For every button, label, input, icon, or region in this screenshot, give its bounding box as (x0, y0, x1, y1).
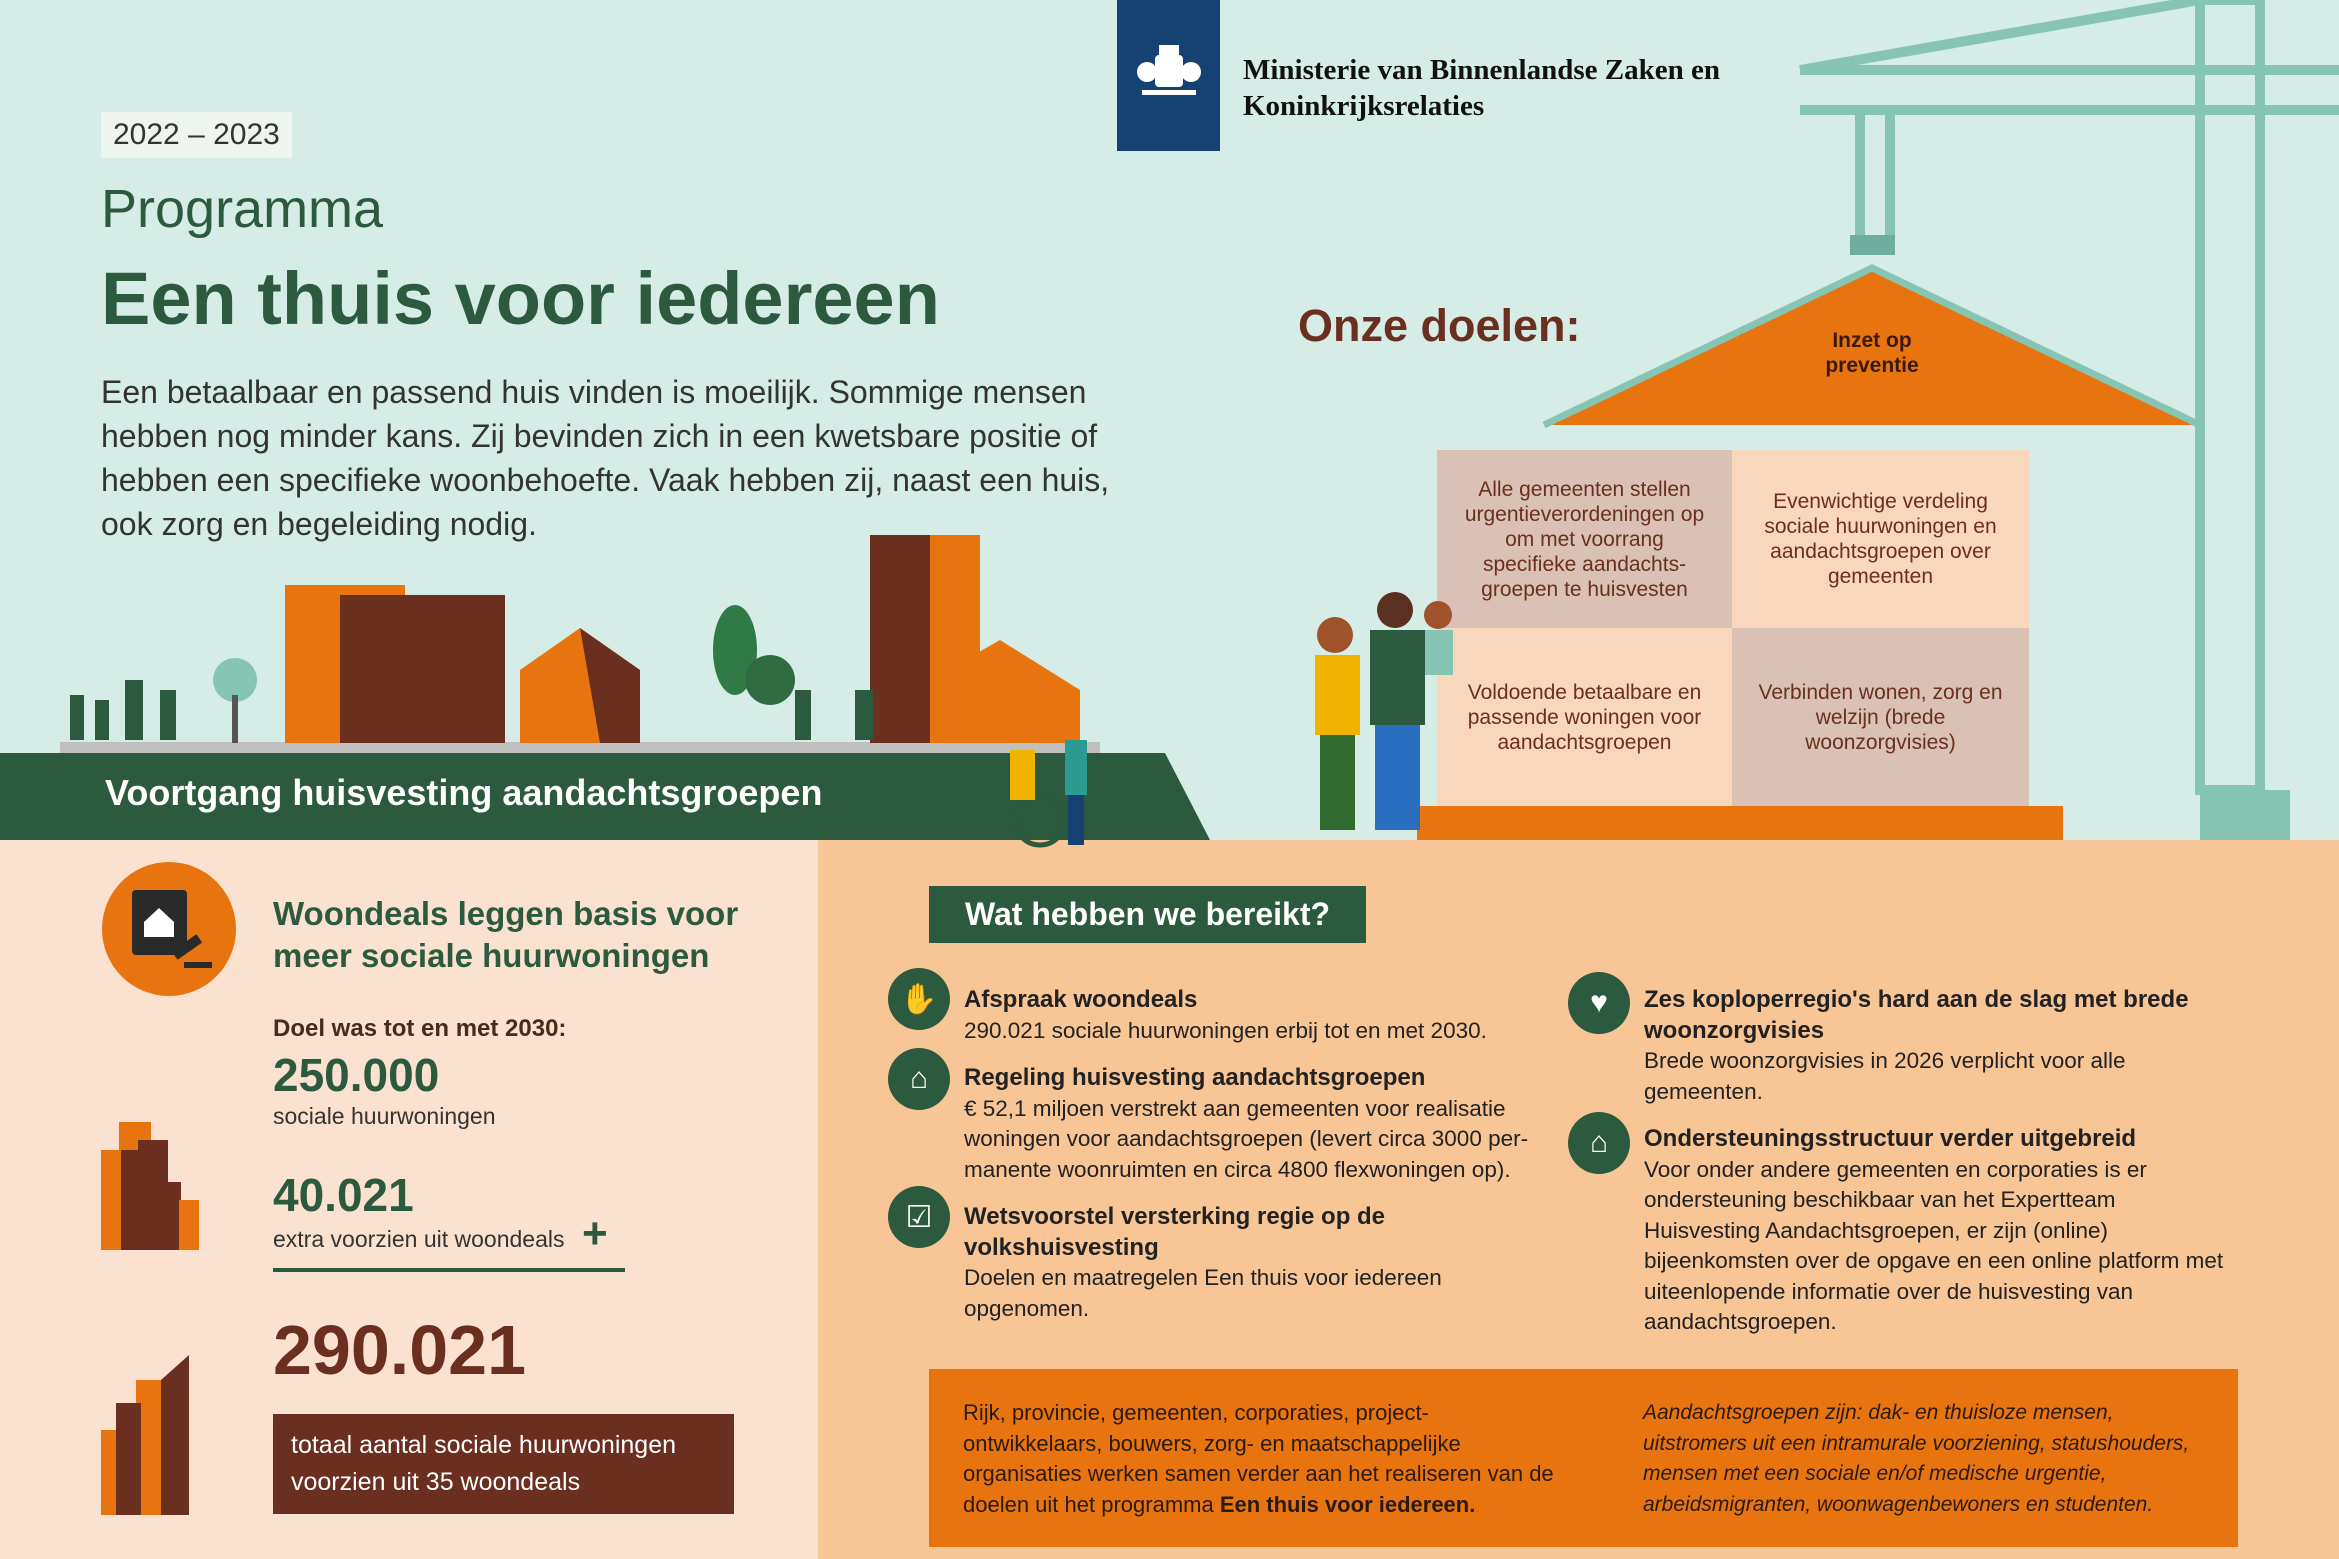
sum-divider (273, 1268, 625, 1272)
achievement-text: 290.021 sociale huurwoningen erbij tot en met 2030. (964, 1017, 1487, 1043)
total-line: voorzien uit 35 woondeals (291, 1468, 581, 1496)
section-band-title: Voortgang huisvesting aandachtsgroepen (105, 772, 823, 813)
house-heart-icon: ♥ (1568, 972, 1630, 1034)
goal-label: Doel was tot en met 2030: (273, 1015, 567, 1042)
buildings-icon (101, 1355, 231, 1515)
goal-puzzle-piece: Alle gemeenten stellen urgentieverordeningen op om met voorrang specifieke aandachts-groepen te huisvesten (1437, 450, 1732, 628)
goal-unit: sociale huurwoningen (273, 1103, 496, 1129)
extra-label: extra voorzien uit woondeals (273, 1226, 565, 1252)
handshake-icon: ✋ (888, 968, 950, 1030)
achievement-item (964, 1063, 1554, 1185)
achievement-title: Afspraak woondeals (964, 986, 1198, 1013)
wheelchair-illustration (980, 700, 1110, 850)
footer-left-body: Rijk, provincie, gemeenten, corporaties, project-ontwikkelaars, bouwers, zorg- en maatschappelijke organisaties werken samen verder aan het realiseren van de doelen uit het programma (963, 1400, 1554, 1517)
intro-text: Een betaalbaar en passend huis vinden is moeilijk. Sommige mensen hebben nog minder kans. Zij bevinden zich in een kwetsbare positie of hebben een specifieke woonbehoefte. Vaak hebben zij, naast een huis, ook zorg en begeleiding nodig. (101, 374, 1110, 542)
achievement-item (964, 985, 1564, 1046)
goal-value: 250.000 (273, 1049, 440, 1101)
year-badge: 2022 – 2023 (101, 112, 292, 158)
plus-icon: + (582, 1209, 608, 1258)
achievement-text: Voor onder andere gemeenten en corporaties is er ondersteuning beschikbaar van het Expertteam Huisvesting Aandachtsgroepen, er zijn (online) bijeenkomsten over de opgave en een online platform met uiteenlopende informatie over de huisvesting van aandachtsgroepen. (1644, 1156, 2224, 1334)
heading-line: meer sociale huurwoningen (273, 937, 710, 974)
footer-right-text: Aandachtsgroepen zijn: dak- en thuisloze mensen, uitstromers uit een intramurale voorziening, statushouders, mensen met een sociale en/of medische urgentie, arbeidsmigranten, woonwagenbewoners en studenten. (1643, 1401, 2190, 1516)
ministry-line-2: Koninkrijksrelaties (1243, 90, 1485, 122)
achievement-text: € 52,1 miljoen verstrekt aan gemeenten voor realisatie woningen voor aandachtsgroepen (levert circa 3000 per-manente woonruimten en circa 4800 flexwoningen op). (964, 1095, 1529, 1182)
achieved-heading: Wat hebben we bereikt? (929, 886, 1366, 943)
ministry-name (1243, 52, 1720, 124)
achievement-item (1644, 985, 2224, 1107)
achievement-item (964, 1202, 1444, 1324)
achievement-title: Regeling huisvesting aandachtsgroepen (964, 1064, 1426, 1091)
coat-of-arms-icon (1117, 0, 1220, 151)
achievement-item (1644, 1124, 2224, 1338)
heading-line: Woondeals leggen basis voor (273, 895, 739, 932)
buildings-icon (101, 1122, 231, 1252)
total-label-box (273, 1414, 734, 1514)
extra-value: 40.021 (273, 1169, 414, 1221)
law-house-icon (102, 862, 236, 996)
goals-heading: Onze doelen: (1298, 300, 1581, 351)
ministry-logo (1117, 0, 1220, 151)
roof-goal: Inzet op preventie (1825, 329, 1919, 377)
house-people-icon: ⌂ (888, 1048, 950, 1110)
total-line: totaal aantal sociale huurwoningen (291, 1431, 676, 1459)
programme-label: Programma (101, 179, 384, 239)
achievement-title: Zes koploperregio's hard aan de slag met brede woonzorgvisies (1644, 986, 2189, 1044)
town-illustration (60, 530, 1100, 755)
ministry-line-1: Ministerie van Binnenlandse Zaken en (1243, 54, 1720, 86)
goal-puzzle-piece: Voldoende betaalbare en passende woningen voor aandachtsgroepen (1437, 628, 1732, 806)
achievement-text: Brede woonzorgvisies in 2026 verplicht voor alle gemeenten. (1644, 1048, 2126, 1104)
hands-house-icon: ⌂ (1568, 1112, 1630, 1174)
goal-puzzle-piece: Verbinden wonen, zorg en welzijn (brede woonzorgvisies) (1732, 628, 2029, 806)
page-title: Een thuis voor iedereen (101, 257, 940, 340)
achievement-title: Ondersteuningsstructuur verder uitgebreid (1644, 1125, 2137, 1152)
goal-puzzle-piece: Evenwichtige verdeling sociale huurwoningen en aandachtsgroepen over gemeenten (1732, 450, 2029, 628)
achievement-text: Doelen en maatregelen Een thuis voor iedereen opgenomen. (964, 1265, 1442, 1321)
woondeals-heading (273, 893, 738, 977)
family-illustration (1290, 590, 1470, 840)
clipboard-icon: ☑ (888, 1186, 950, 1248)
footer-left-text (963, 1398, 1563, 1520)
achievement-title: Wetsvoorstel versterking regie op de volkshuisvesting (964, 1203, 1386, 1261)
house-base (1417, 806, 2063, 842)
total-value: 290.021 (273, 1311, 527, 1389)
footer-left-bold: Een thuis voor iedereen. (1219, 1491, 1476, 1517)
